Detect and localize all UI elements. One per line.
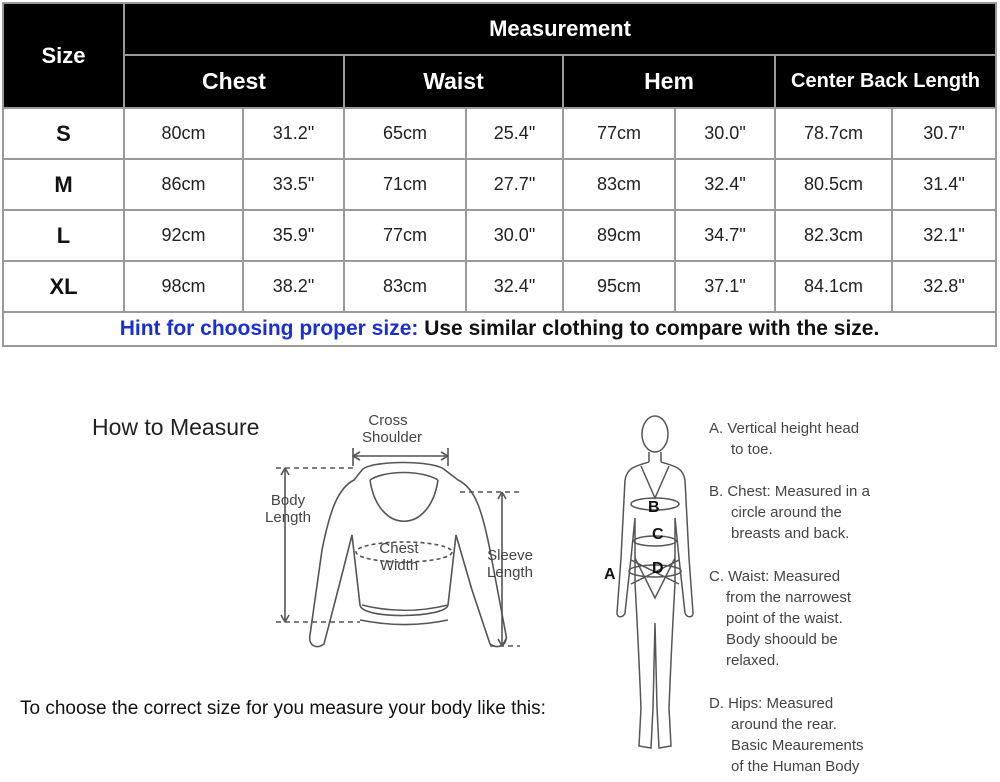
measurement-cell: 31.2" [243,108,344,159]
measurement-cell: 32.1" [892,210,996,261]
measurement-cell: 30.7" [892,108,996,159]
size-cell: M [3,159,124,210]
size-cell: S [3,108,124,159]
measurement-cell: 95cm [563,261,675,312]
measurement-cell: 38.2" [243,261,344,312]
size-row [3,108,996,159]
size-row [3,210,996,261]
chest-width-label: Chest Width [379,540,419,574]
measurement-cell: 82.3cm [775,210,892,261]
measurement-cell: 34.7" [675,210,775,261]
measurement-cell: 77cm [563,108,675,159]
header-row-top [3,3,996,55]
measurement-cell: 80cm [124,108,243,159]
guide-b: B. Chest: Measured in a circle around the breasts and back. [709,483,870,542]
measurement-cell: 89cm [563,210,675,261]
measurement-cell: 77cm [344,210,466,261]
size-cell: L [3,210,124,261]
hint-text: Use similar clothing to compare with the size. [418,317,880,340]
chest-header: Chest [124,55,344,108]
size-chart-table [2,2,997,347]
sleeve-length-label: Sleeve Length [487,547,533,581]
human-body-diagram [595,408,705,762]
measurement-cell: 78.7cm [775,108,892,159]
size-header: Size [3,3,124,108]
measurement-cell: 80.5cm [775,159,892,210]
measurement-cell: 83cm [563,159,675,210]
measurement-cell: 32.4" [675,159,775,210]
marker-b: B [648,499,660,516]
measurement-cell: 83cm [344,261,466,312]
marker-a: A [604,566,616,583]
marker-d: D [652,560,664,577]
size-hint [3,312,996,346]
guide-c: C. Waist: Measured from the narrowest point of the waist. Body shoould be relaxed. [709,568,852,669]
measurement-cell: 33.5" [243,159,344,210]
measurement-cell: 37.1" [675,261,775,312]
size-row [3,261,996,312]
measurement-cell: 25.4" [466,108,563,159]
waist-header: Waist [344,55,563,108]
measurement-cell: 30.0" [675,108,775,159]
measurement-cell: 65cm [344,108,466,159]
size-row [3,159,996,210]
guide-d: D. Hips: Measured around the rear. Basic Meaurements of the Human Body [709,695,864,775]
hint-row [3,312,996,346]
hint-label: Hint for choosing proper size: [119,317,419,340]
how-to-measure-title: How to Measure [92,414,260,440]
measurement-cell: 98cm [124,261,243,312]
measurement-cell: 84.1cm [775,261,892,312]
measurement-cell: 71cm [344,159,466,210]
measurement-cell: 27.7" [466,159,563,210]
measurement-cell: 92cm [124,210,243,261]
header-row-groups [3,55,996,108]
measurement-cell: 30.0" [466,210,563,261]
measurement-cell: 31.4" [892,159,996,210]
body-length-label: Body Length [265,492,311,526]
measurement-cell: 86cm [124,159,243,210]
marker-c: C [652,526,664,543]
measurement-cell: 32.4" [466,261,563,312]
size-cell: XL [3,261,124,312]
center-back-length-header: Center Back Length [775,55,996,108]
measurement-cell: 35.9" [243,210,344,261]
measurement-cell: 32.8" [892,261,996,312]
hem-header: Hem [563,55,775,108]
cross-shoulder-label: Cross Shoulder [362,412,423,446]
guide-a: A. Vertical height head to toe. [709,420,860,458]
choose-size-instruction: To choose the correct size for you measure your body like this: [20,698,546,719]
measurement-header: Measurement [124,3,996,55]
